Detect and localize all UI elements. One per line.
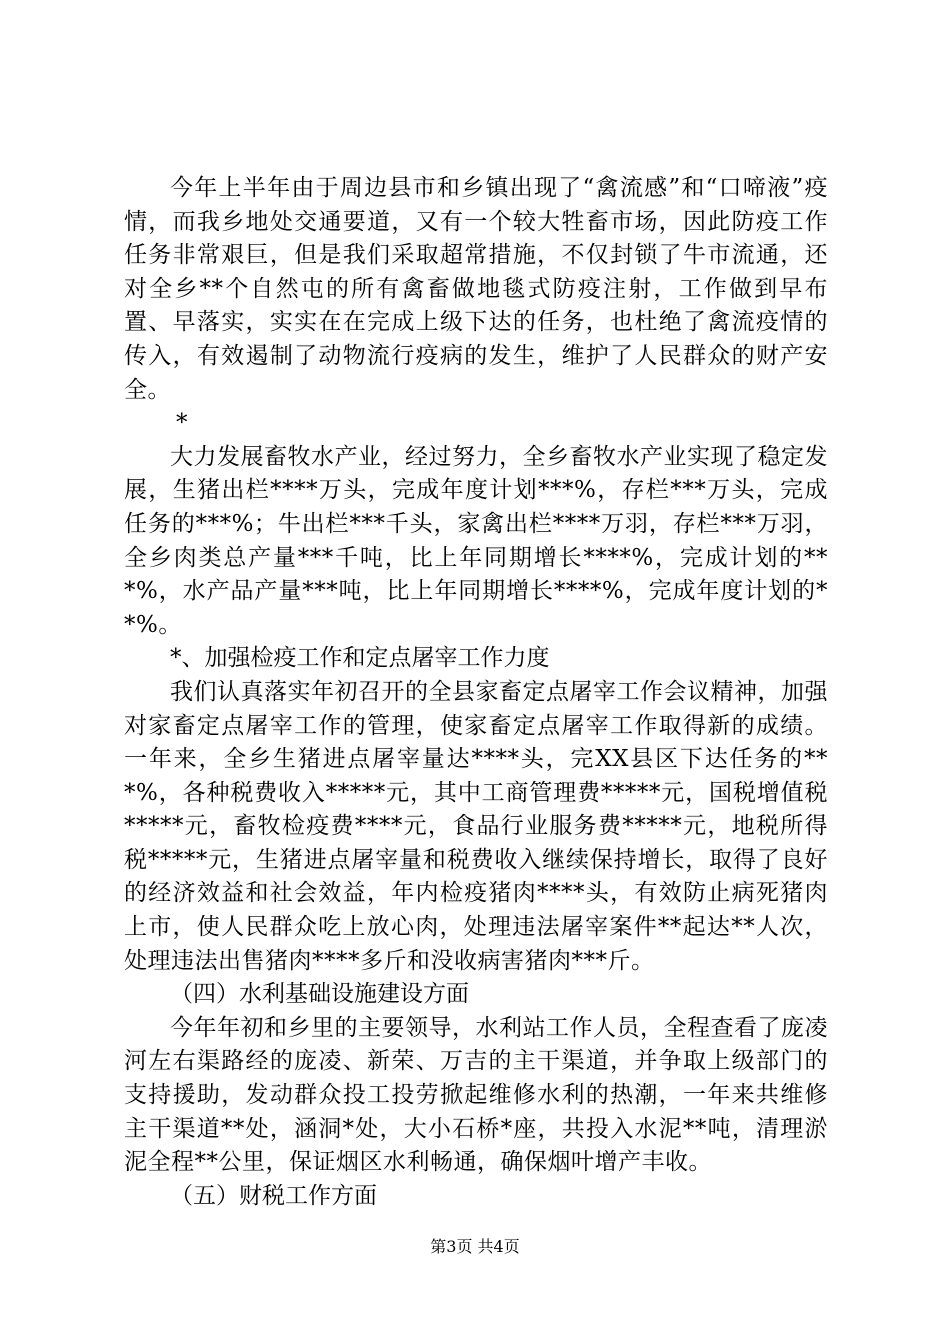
section-heading-water-conservancy: （四）水利基础设施建设方面 [170, 981, 469, 1008]
paragraph-epidemic-prevention: 今年上半年由于周边县市和乡镇出现了“禽流感”和“口啼液”疫情，而我乡地处交通要道，又有一个较大牲畜市场，因此防疫工作任务非常艰巨，但是我们采取超常措施，不仅封锁了牛市流通，还对全乡**个自然屯的所有禽畜做地毯式防疫注射，工作做到早布置、早落实，实实在在完成上级下达的任务，也杜绝了禽流疫情的传入，有效遏制了动物流行疫病的发生，维护了人民群众的财产安全。 [124, 175, 828, 403]
paragraph-water-conservancy: 今年年初和乡里的主要领导，水利站工作人员，全程查看了庞凌河左右渠路经的庞凌、新荣、万吉的主干渠道，并争取上级部门的支持援助，发动群众投工投劳掀起维修水利的热潮，一年来共维修主干渠道**处，涵洞*处，大小石桥*座，共投入水泥**吨，清理淤泥全程**公里，保证烟区水利畅通，确保烟叶增产丰收。 [124, 1014, 828, 1176]
paragraph-livestock-aquaculture: 大力发展畜牧水产业，经过努力，全乡畜牧水产业实现了稳定发展，生猪出栏****万头，完成年度计划***%，存栏***万头，完成任务的***%；牛出栏***千头，家禽出栏****万羽，存栏***万羽，全乡肉类总产量***千吨，比上年同期增长****%，完成计划的***%，水产品产量***吨，比上年同期增长****%，完成年度计划的**%。 [124, 443, 828, 638]
page-footer: 第3页 共4页 [430, 1237, 520, 1256]
section-heading-quarantine: *、加强检疫工作和定点屠宰工作力度 [170, 645, 550, 672]
paragraph-slaughter-management: 我们认真落实年初召开的全县家畜定点屠宰工作会议精神，加强对家畜定点屠宰工作的管理，使家畜定点屠宰工作取得新的成绩。一年来，全乡生猪进点屠宰量达****头，完XX县区下达任务的***%，各种税费收入*****元，其中工商管理费*****元，国税增值税*****元，畜牧检疫费****元，食品行业服务费*****元，地税所得税*****元，生猪进点屠宰量和税费收入继续保持增长，取得了良好的经济效益和社会效益，年内检疫猪肉****头，有效防止病死猪肉上市，使人民群众吃上放心肉，处理违法屠宰案件**起达**人次，处理违法出售猪肉****多斤和没收病害猪肉***斤。 [124, 678, 828, 974]
section-marker: * [176, 410, 188, 437]
section-heading-finance-tax: （五）财税工作方面 [170, 1182, 377, 1209]
document-body [124, 172, 828, 1213]
